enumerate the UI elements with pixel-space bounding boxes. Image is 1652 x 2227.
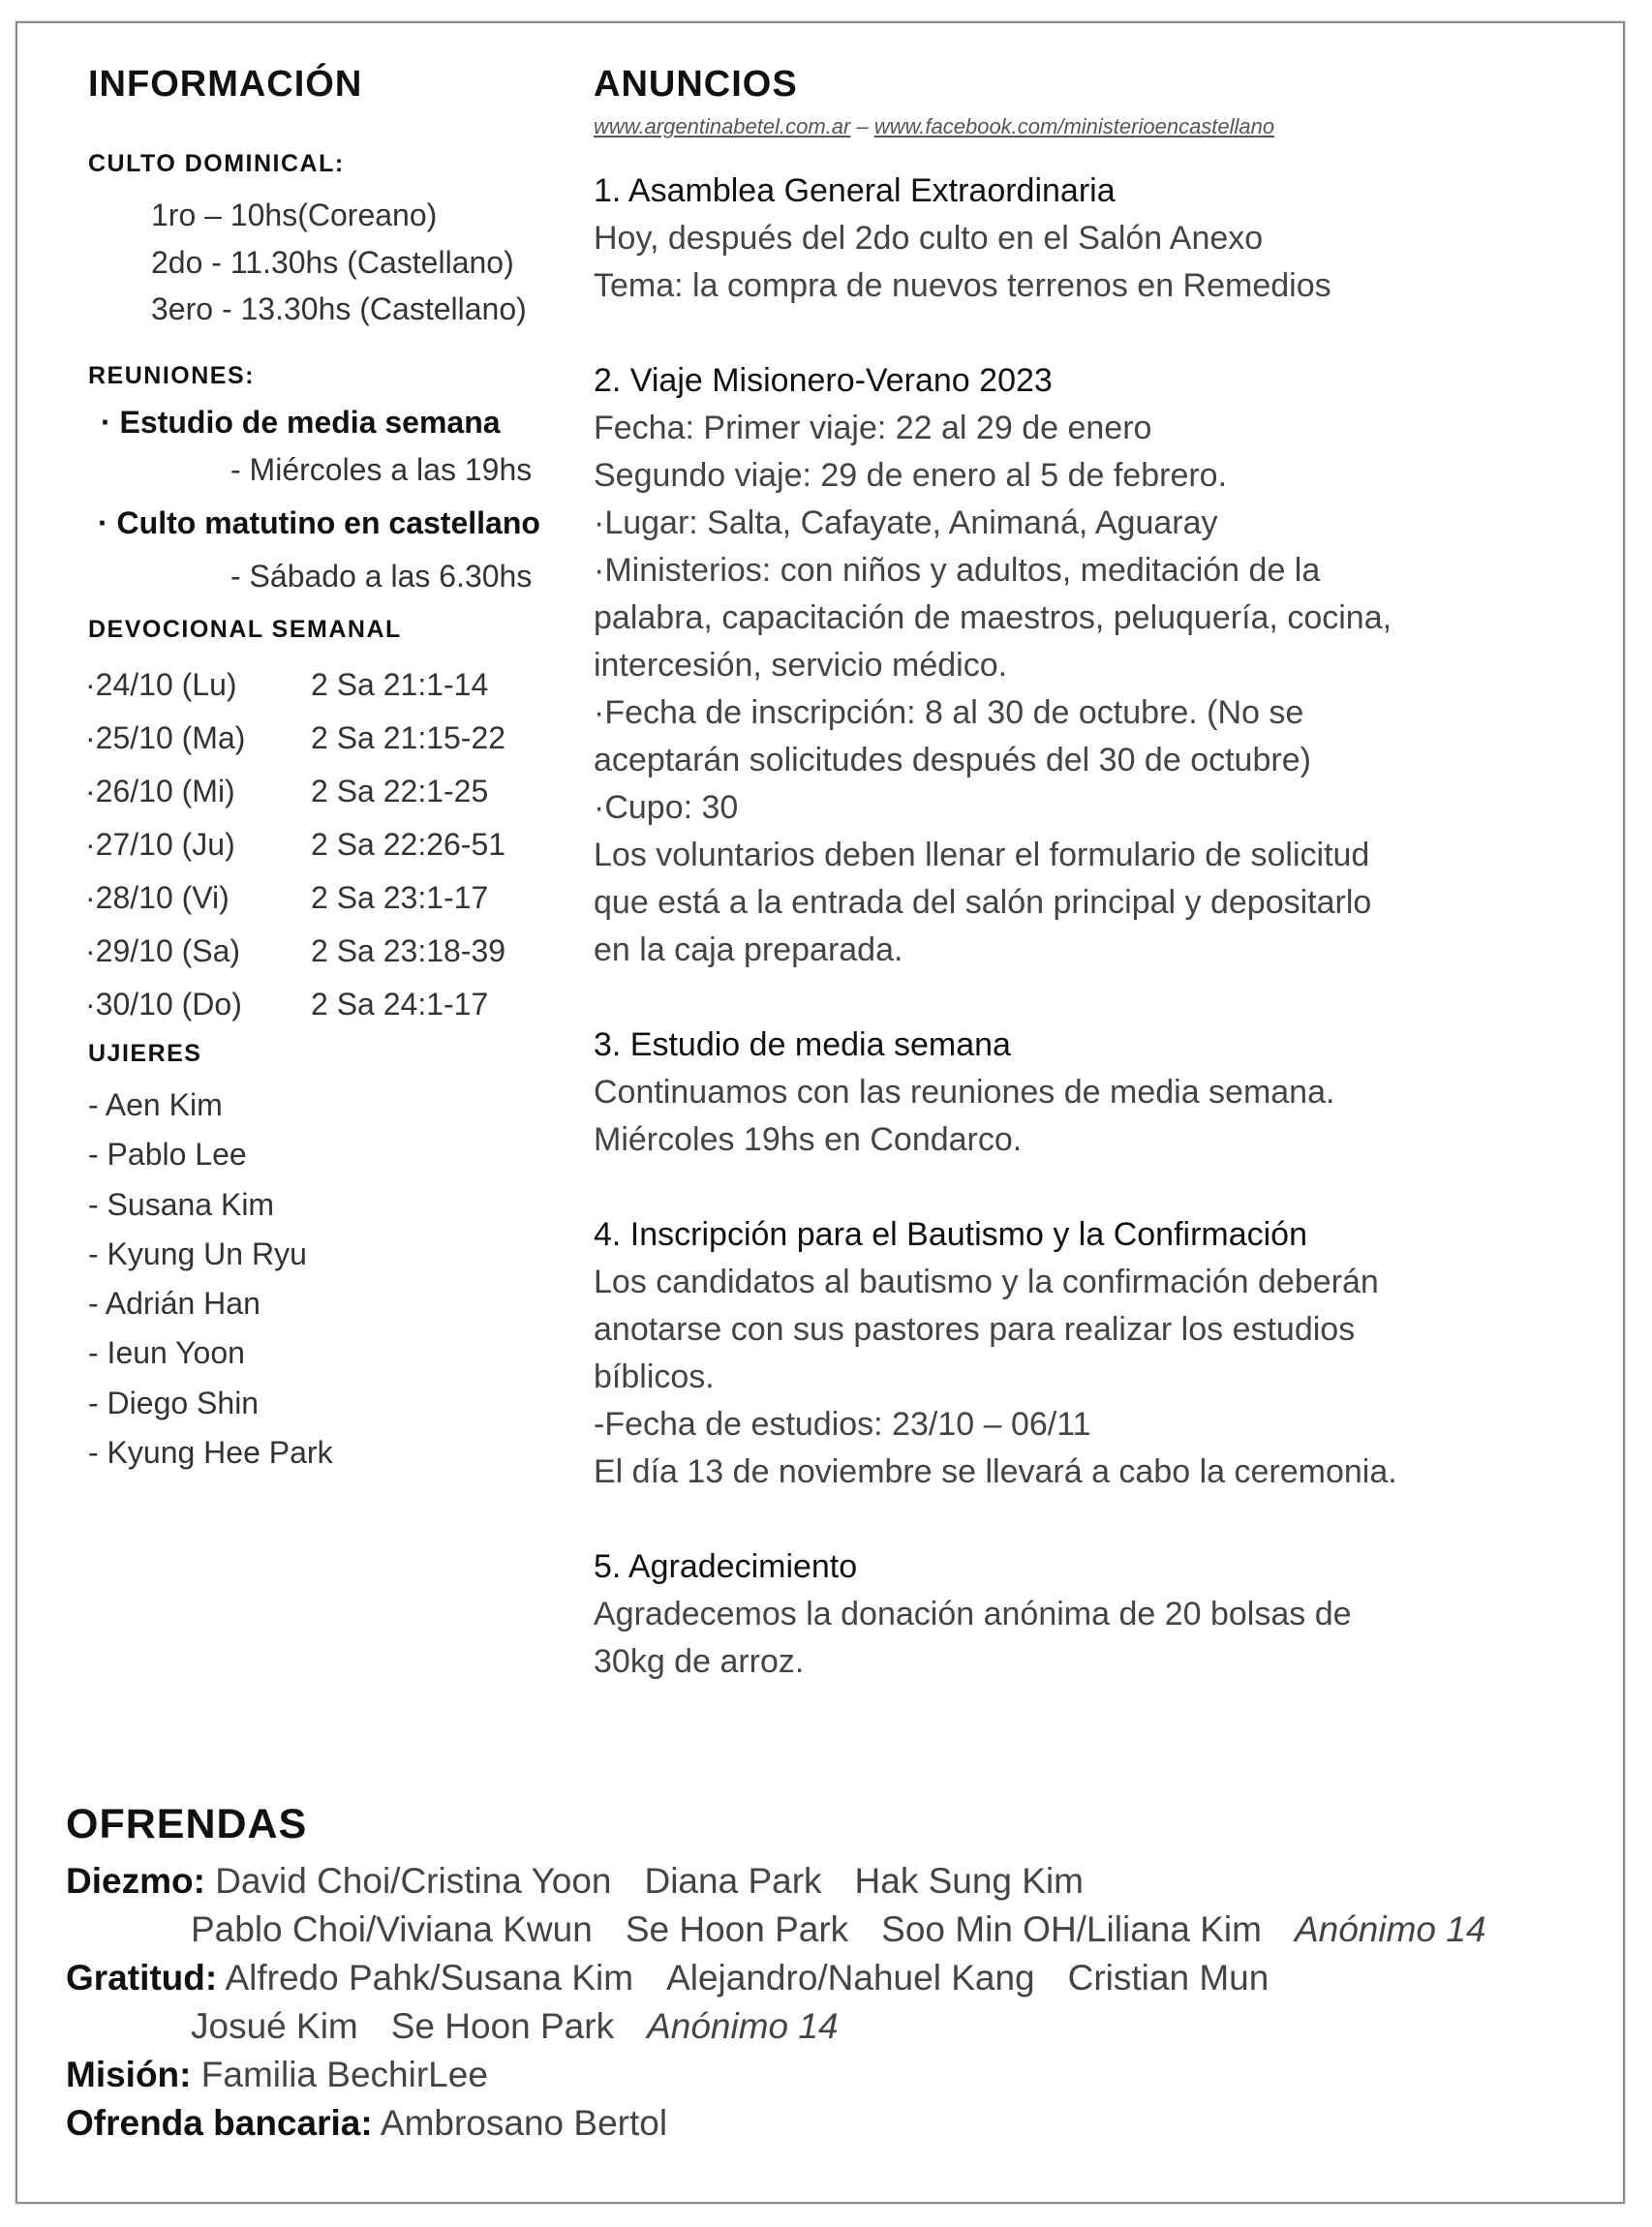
anuncio-line: Los voluntarios deben llenar el formulario de solicitud: [594, 837, 1370, 873]
ujier-name: - Aen Kim: [88, 1087, 223, 1122]
anuncio-title: 2. Viaje Misionero-Verano 2023: [594, 362, 1053, 399]
anonymous-donor: Anónimo 14: [647, 2006, 839, 2046]
ujier-name: - Pablo Lee: [88, 1137, 247, 1173]
link-separator: –: [850, 114, 874, 138]
devocional-date: ·29/10 (Sa): [85, 933, 241, 968]
mision-line: [66, 2055, 521, 2095]
anuncio-section: [594, 168, 1572, 310]
ujier-name: - Kyung Un Ryu: [88, 1236, 307, 1271]
culto-label: CULTO DOMINICAL:: [88, 150, 345, 177]
anuncio-title: 1. Asamblea General Extraordinaria: [594, 172, 1116, 209]
anuncio-title: 5. Agradecimiento: [594, 1548, 858, 1585]
anuncio-line: Segundo viaje: 29 de enero al 5 de febrero.: [594, 457, 1228, 494]
ujier-name: - Ieun Yoon: [88, 1335, 245, 1371]
anuncio-line: El día 13 de noviembre se llevará a cabo la ceremonia.: [594, 1453, 1397, 1490]
reunion-when: - Sábado a las 6.30hs: [230, 559, 533, 594]
ujier-name: - Kyung Hee Park: [88, 1435, 333, 1471]
anuncio-line: ·Ministerios: con niños y adultos, meditación de la: [594, 552, 1321, 589]
donor-name: Alejandro/Nahuel Kang: [666, 1958, 1035, 1998]
anuncios-body: [594, 168, 1572, 1686]
donor-name: Se Hoon Park: [390, 2006, 615, 2046]
devocional-date: ·26/10 (Mi): [85, 774, 235, 808]
donor-name: Cristian Mun: [1067, 1958, 1270, 1998]
ofrendas-title: OFRENDAS: [66, 1801, 308, 1847]
anuncio-line: Hoy, después del 2do culto en el Salón Anexo: [594, 220, 1264, 257]
donor-name: Hak Sung Kim: [854, 1861, 1085, 1901]
diezmo-label: Diezmo:: [66, 1861, 205, 1901]
facebook-link[interactable]: www.facebook.com/ministerioencastellano: [873, 114, 1275, 138]
ujieres-list: [88, 1081, 333, 1478]
anuncio-line: en la caja preparada.: [594, 931, 903, 968]
reunion-name: · Culto matutino en castellano: [98, 505, 540, 540]
anuncio-line: aceptarán solicitudes después del 30 de octubre): [594, 742, 1311, 778]
anuncio-line: ·Lugar: Salta, Cafayate, Animaná, Aguaray: [594, 504, 1218, 541]
culto-line: 2do - 11.30hs (Castellano): [151, 244, 514, 280]
anuncio-line: Agradecemos la donación anónima de 20 bolsas de: [594, 1596, 1352, 1632]
devocional-date: ·28/10 (Vi): [85, 880, 229, 915]
bancaria-line: [66, 2103, 700, 2144]
anuncio-title: 3. Estudio de media semana: [594, 1026, 1011, 1063]
reunion-name: · Estudio de media semana: [101, 405, 501, 440]
donor-name: Alfredo Pahk/Susana Kim: [225, 1958, 634, 1998]
ujier-name: - Diego Shin: [88, 1385, 260, 1420]
anuncio-line: intercesión, servicio médico.: [594, 647, 1008, 684]
anuncio-section: [594, 357, 1572, 974]
donor-name: Ambrosano Bertol: [380, 2103, 668, 2143]
devocional-ref: 2 Sa 23:1-17: [311, 880, 489, 915]
anuncio-section: [594, 1211, 1572, 1496]
diezmo-line-1: [66, 1861, 1117, 1902]
donor-name: Josué Kim: [191, 2006, 358, 2046]
anuncio-line: -Fecha de estudios: 23/10 – 06/11: [594, 1406, 1091, 1443]
devocional-ref: 2 Sa 24:1-17: [311, 987, 489, 1022]
culto-line: 3ero - 13.30hs (Castellano): [151, 291, 527, 326]
gratitud-line-1: [66, 1958, 1301, 1998]
culto-line: 1ro – 10hs(Coreano): [151, 198, 438, 232]
donor-name: David Choi/Cristina Yoon: [215, 1861, 612, 1901]
devocional-ref: 2 Sa 22:26-51: [311, 827, 506, 862]
devocional-date: ·24/10 (Lu): [85, 667, 237, 702]
anuncio-section: [594, 1022, 1572, 1164]
donor-name: Familia BechirLee: [200, 2055, 488, 2094]
devocional-date: ·30/10 (Do): [85, 987, 242, 1022]
anuncio-line: ·Cupo: 30: [594, 789, 739, 826]
anuncio-title: 4. Inscripción para el Bautismo y la Confirmación: [594, 1216, 1307, 1253]
devocional-ref: 2 Sa 21:15-22: [311, 720, 506, 755]
anuncio-line: Miércoles 19hs en Condarco.: [594, 1121, 1023, 1158]
anuncio-line: Los candidatos al bautismo y la confirmación deberán: [594, 1264, 1379, 1300]
devocional-ref: 2 Sa 23:18-39: [311, 933, 506, 968]
website-link[interactable]: www.argentinabetel.com.ar: [594, 114, 851, 138]
bancaria-label: Ofrenda bancaria:: [66, 2103, 373, 2143]
gratitud-line-2: [191, 2006, 872, 2047]
devocional-refs: [311, 658, 505, 1031]
gratitud-label: Gratitud:: [66, 1958, 218, 1998]
ujier-name: - Susana Kim: [88, 1186, 275, 1222]
anuncios-links: [594, 114, 1274, 139]
diezmo-line-2: [191, 1909, 1518, 1950]
reuniones-label: REUNIONES:: [88, 362, 255, 389]
reunion-when: - Miércoles a las 19hs: [230, 452, 533, 487]
ujier-name: - Adrián Han: [88, 1286, 260, 1322]
anuncio-line: que está a la entrada del salón principal y depositarlo: [594, 884, 1372, 921]
culto-list: [151, 192, 527, 333]
mision-label: Misión:: [66, 2055, 192, 2094]
devocional-ref: 2 Sa 22:1-25: [311, 774, 489, 808]
anuncio-line: bíblicos.: [594, 1358, 715, 1395]
ujieres-label: UJIERES: [88, 1040, 202, 1067]
info-title: INFORMACIÓN: [88, 64, 363, 105]
anuncio-line: palabra, capacitación de maestros, peluquería, cocina,: [594, 599, 1392, 636]
anuncio-line: Tema: la compra de nuevos terrenos en Remedios: [594, 267, 1331, 304]
devocional-label: DEVOCIONAL SEMANAL: [88, 616, 402, 643]
anuncio-line: 30kg de arroz.: [594, 1643, 805, 1680]
anuncio-line: anotarse con sus pastores para realizar los estudios: [594, 1311, 1356, 1348]
devocional-dates: [85, 658, 245, 1031]
donor-name: Pablo Choi/Viviana Kwun: [191, 1909, 593, 1949]
anuncios-title: ANUNCIOS: [594, 64, 798, 105]
anuncio-section: [594, 1543, 1572, 1686]
anuncio-line: ·Fecha de inscripción: 8 al 30 de octubre. (No se: [594, 694, 1304, 731]
devocional-date: ·25/10 (Ma): [85, 720, 246, 755]
donor-name: Diana Park: [644, 1861, 822, 1901]
anonymous-donor: Anónimo 14: [1294, 1909, 1486, 1949]
devocional-ref: 2 Sa 21:1-14: [311, 667, 489, 702]
donor-name: Soo Min OH/Liliana Kim: [881, 1909, 1262, 1949]
donor-name: Se Hoon Park: [625, 1909, 849, 1949]
devocional-date: ·27/10 (Ju): [85, 827, 235, 862]
anuncio-line: Continuamos con las reuniones de media semana.: [594, 1074, 1335, 1111]
anuncio-line: Fecha: Primer viaje: 22 al 29 de enero: [594, 410, 1152, 446]
